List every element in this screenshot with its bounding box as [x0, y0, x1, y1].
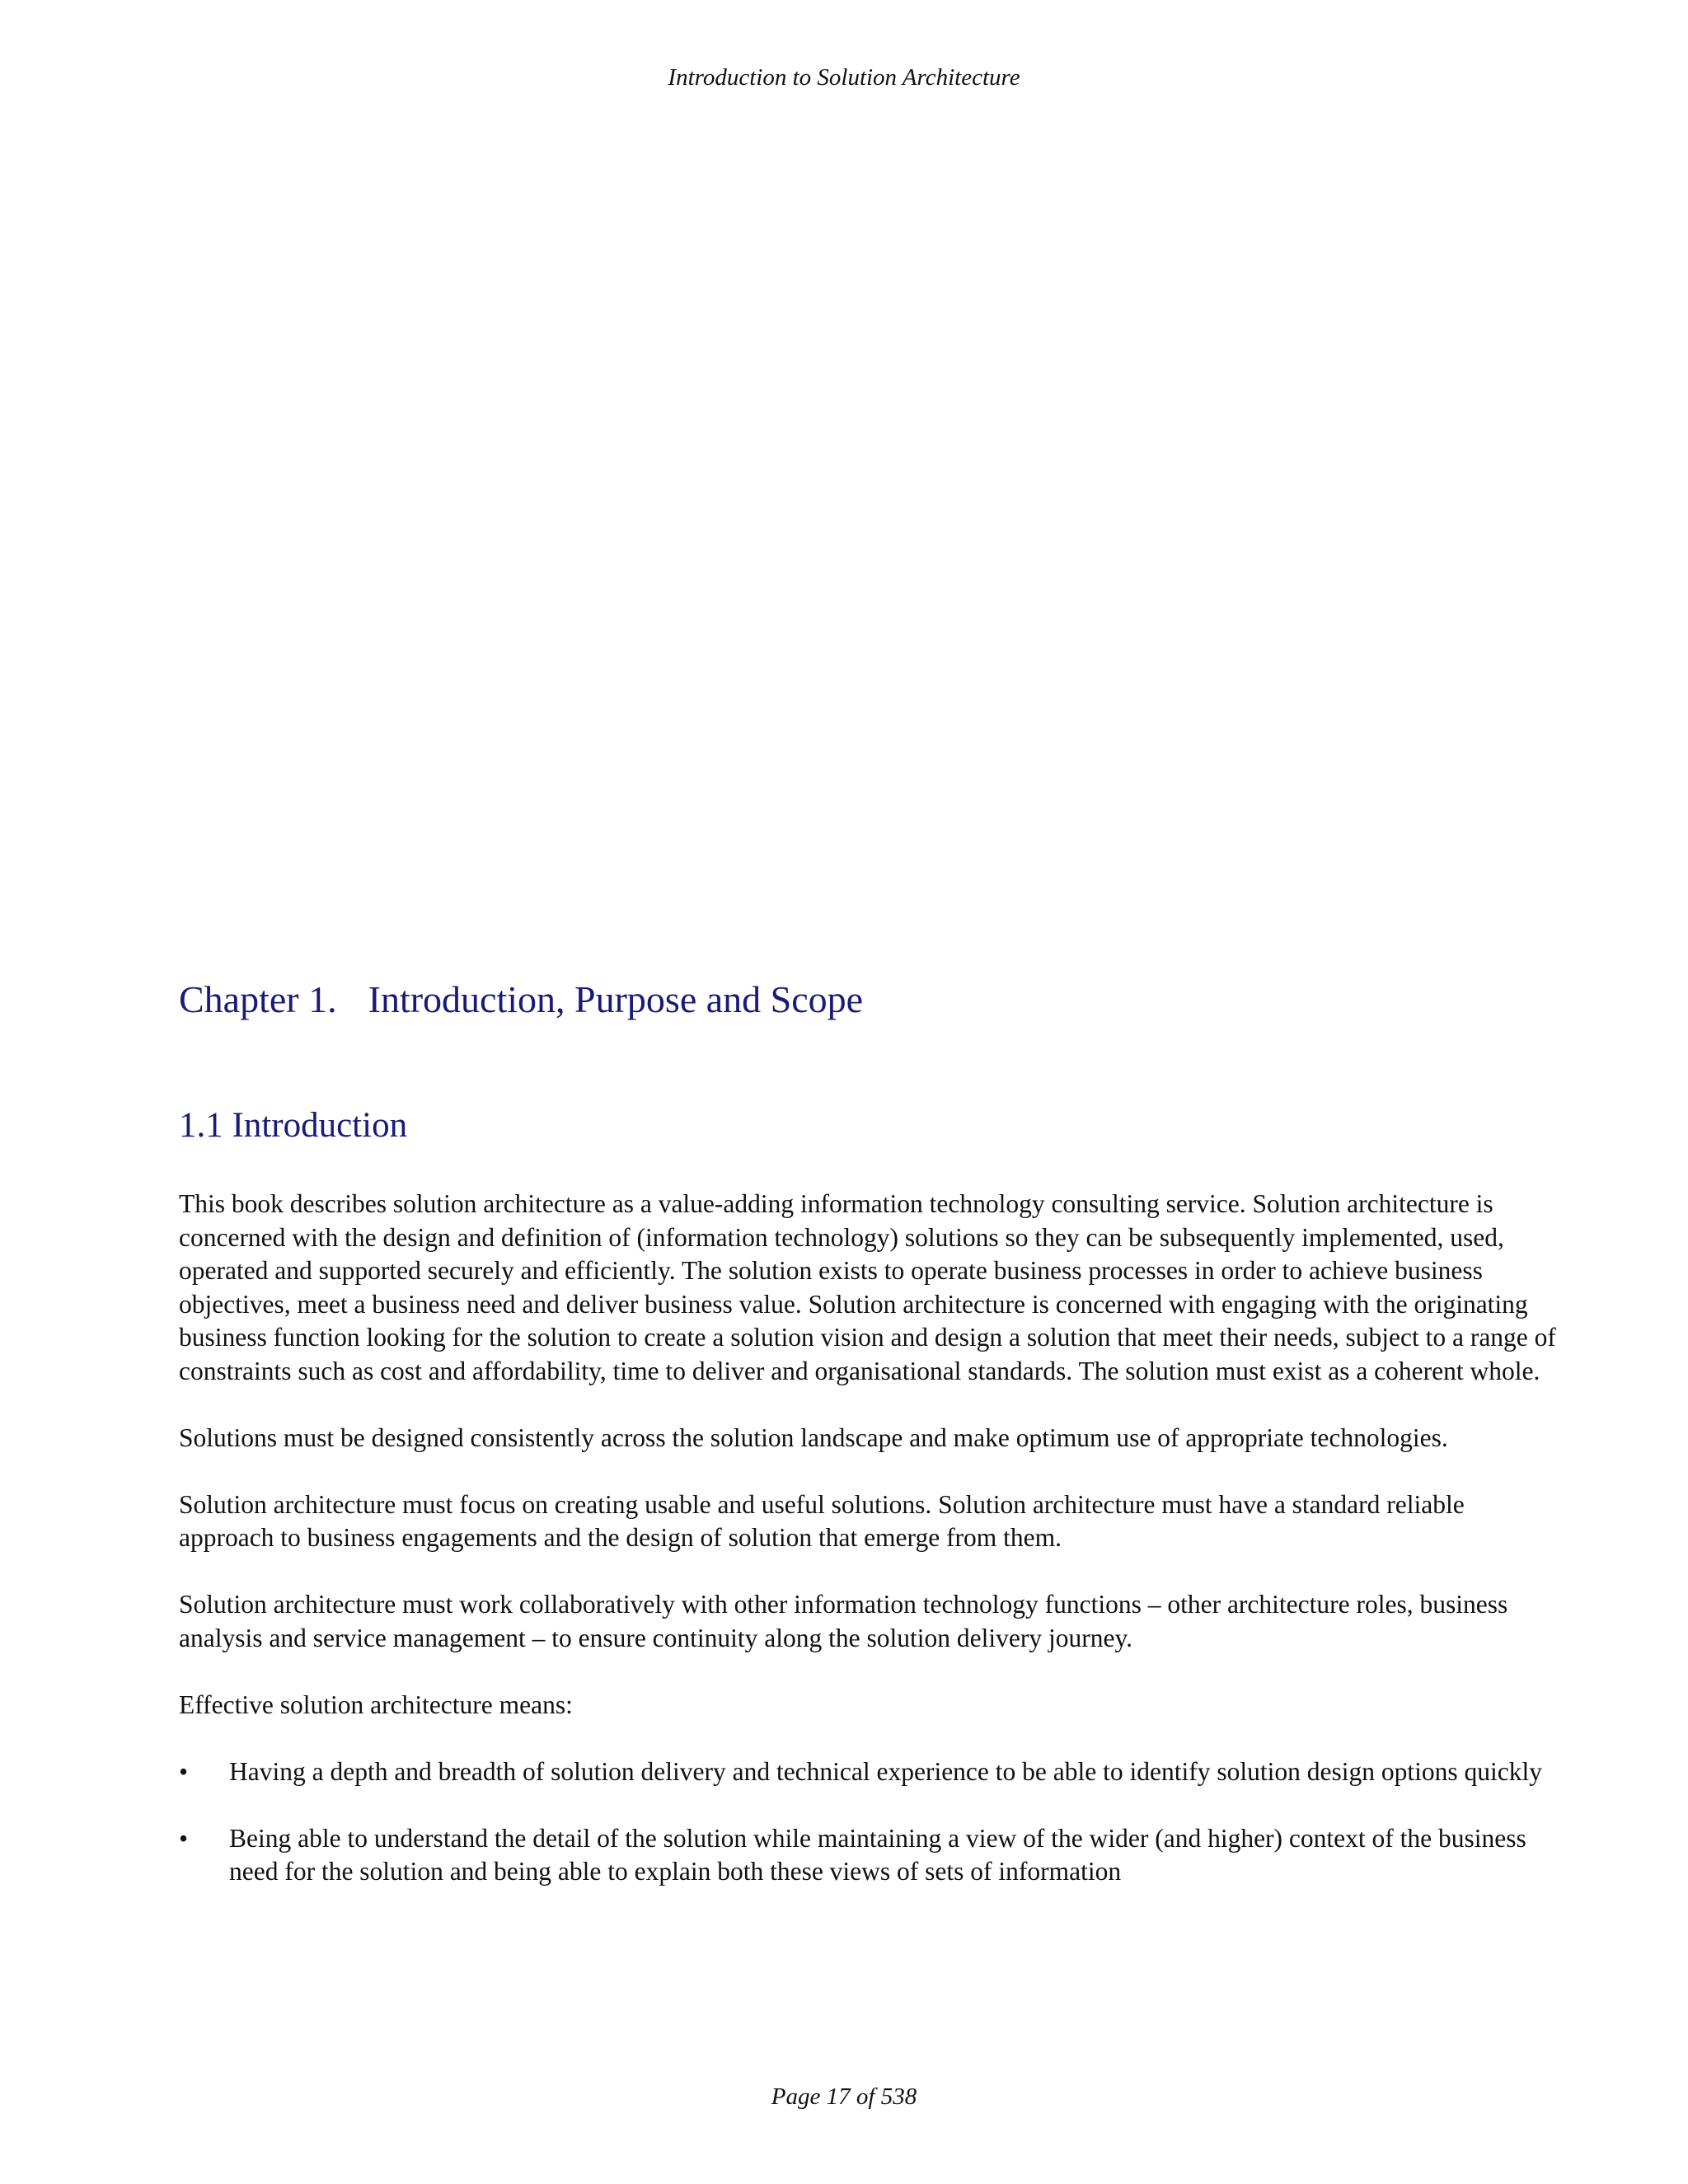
body-paragraph: Effective solution architecture means: — [179, 1690, 573, 1719]
bullet-text: Having a depth and breadth of solution delivery and technical experience to be able to identify solution design options quickly — [229, 1756, 1542, 1786]
body-paragraph: Solution architecture must focus on creating usable and useful solutions. Solution architecture must have a standard reliable approach to business engagements and the design of solution that emerge from them. — [179, 1489, 1465, 1552]
body-paragraph: Solution architecture must work collaboratively with other information technology functions – other architecture roles, business analysis and service management – to ensure continuity along the solution delivery journey. — [179, 1590, 1508, 1652]
bullet-icon: • — [179, 1756, 189, 1786]
bullet-list — [179, 1755, 1559, 1889]
running-header: Introduction to Solution Architecture — [668, 64, 1020, 91]
section-heading: 1.1 Introduction — [179, 1106, 408, 1145]
bullet-icon: • — [179, 1823, 189, 1853]
page-number: Page 17 of 538 — [771, 2083, 917, 2110]
bullet-text: Being able to understand the detail of the solution while maintaining a view of the wider (and higher) context of the business need for the solution and being able to explain both these views of sets of information — [229, 1823, 1526, 1886]
page-content — [179, 972, 1559, 1922]
body-paragraph: Solutions must be designed consistently across the solution landscape and make optimum use of appropriate technologies. — [179, 1422, 1448, 1452]
chapter-title: Introduction, Purpose and Scope — [368, 978, 864, 1020]
body-paragraph: This book describes solution architecture as a value-adding information technology consulting service. Solution architecture is concerned with the design and definition of (information technology) solutions so they can be subsequently implemented, used, operated and supported securely and efficiently. The solution exists to operate business processes in order to achieve business objectives, meet a business need and deliver business value. Solution architecture is concerned with engaging with the originating business function looking for the solution to create a solution vision and design a solution that meet their needs, subject to a range of constraints such as cost and affordability, time to deliver and organisational standards. The solution must exist as a coherent whole. — [179, 1189, 1556, 1385]
bullet-item — [179, 1755, 1559, 1789]
chapter-heading — [179, 972, 1559, 1027]
bullet-item — [179, 1822, 1559, 1889]
chapter-number: Chapter 1. — [179, 978, 337, 1020]
